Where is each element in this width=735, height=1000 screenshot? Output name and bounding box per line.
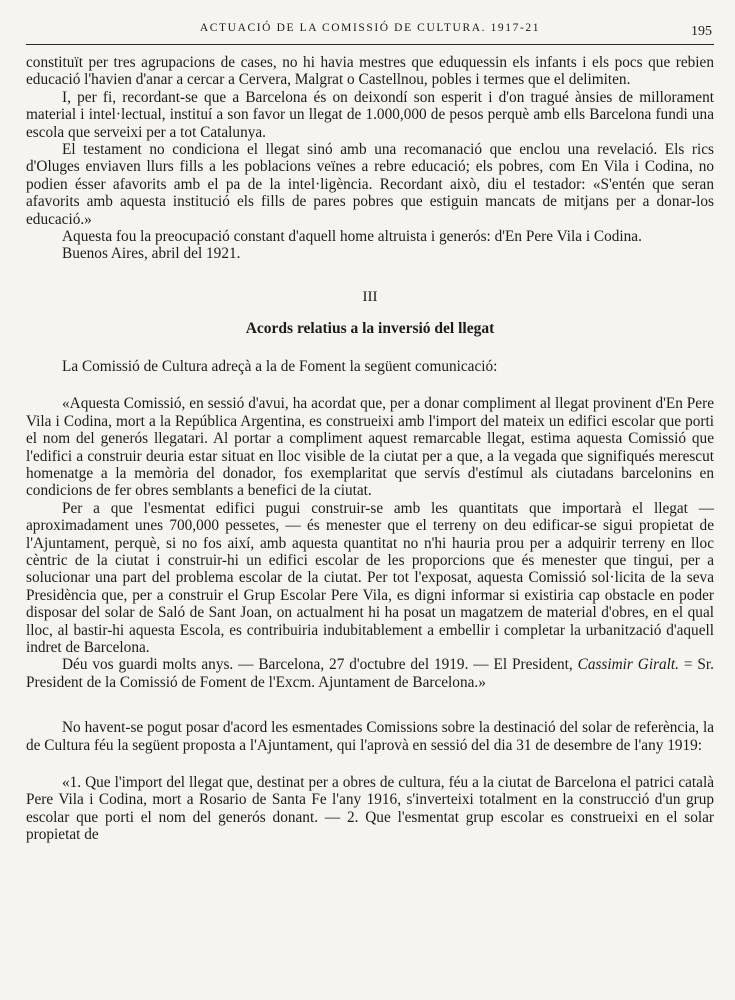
section-heading: Acords relatius a la inversió del llegat (245, 319, 495, 337)
closing-text: Déu vos guardi molts anys. — Barcelona, 27 d'octubre del 1919. — El President, (62, 656, 578, 674)
proposal-text: «1. Que l'import del llegat que, destinat per a obres de cultura, féu a la ciutat de Barcelona el patrici català Pere Vila i Codina, mort a Rosario de Santa Fe l'any 1916, s'inverteixi totalment en la construcció d'un grup escolar que porti el nom del generós donant. — 2. Que l'esmentat grup escolar es construeixi en el solar propietat de (26, 774, 714, 844)
place-date-line: Buenos Aires, abril del 1921. (62, 245, 241, 263)
running-title: ACTUACIÓ DE LA COMISSIÓ DE CULTURA. 1917-21 (199, 22, 541, 34)
section-numeral: III (362, 288, 378, 305)
document-page (26, 18, 714, 844)
paragraph-concern: Aquesta fou la preocupació constant d'aquell home altruista i generós: d'En Pere Vila i Codina. (62, 228, 642, 246)
president-signature: Cassimir Giralt. (577, 656, 679, 674)
letter-ending-section (26, 54, 714, 263)
paragraph-testament: El testament no condiciona el llegat sinó amb una recomanació que enclou una revelació. Els rics d'Oluges enviaven llurs fills a les poblacions veïnes a rebre educació; els pobres, com En Vila i Codina, no podien ésser afavorits amb el pa de la intel·ligència. Recordant això, diu el testador: «S'entén que seran afavorits amb aquesta institució els fills de pares pobres que estiguin mancats de mitjans per a donar-los educació.» (26, 141, 714, 228)
paragraph-continuation: constituït per tres agrupacions de cases, no hi havia mestres que eduquessin els infants i els pocs que rebien educació l'havien d'anar a cercar a Cervera, Malgrat o Castellnou, pobles i termes que el delimiten. (26, 54, 714, 89)
paragraph-bequest: I, per fi, recordant-se que a Barcelona és on deixondí son esperit i d'on tragué ànsies de millorament material i intel·lectual, instituí a son favor un llegat de 1.000,000 de pesos perquè amb ells Barcelona fundi una escola que serveixi per a tot Catalunya. (26, 88, 714, 141)
quote-paragraph-1: «Aquesta Comissió, en sessió d'avui, ha acordat que, per a donar compliment al llegat provinent d'En Pere Vila i Codina, mort a la República Argentina, es construeixi amb l'import del mateix un edifici escolar que porti el nom del generós llegatari. Al portar a compliment aquest remarcable llegat, estima aquesta Comissió que l'edifici a construir deuria estar situat en lloc visible de la ciutat per a que, a la vegada que signifiqués merescut homenatge a la memòria del donador, fos exemplaritat que servís d'estímul als ciutadans barcelonins en condicions de fer obres semblants a benefici de la ciutat. (26, 395, 714, 500)
running-header (26, 18, 714, 45)
quote-paragraph-2: Per a que l'esmentat edifici pugui construir-se amb les quantitats que importarà el llegat — aproximadament unes 700,000 pessetes, — és menester que el terreny on deu edificar-se sigui propietat de l'Ajuntament, perquè, si no fos així, amb aquesta quantitat no n'hi hauria prou per a adquirir terreny en lloc cèntric de la ciutat i construir-hi un edifici escolar de les proporcions que és menester que tingui, per a solucionar una part del problema escolar de la ciutat. Per tot l'exposat, aquesta Comissió sol·licita de la seva Presidència que, per a construir el Grup Escolar Pere Vila, es digni informar si existiria cap obstacle en poder disposar del solar de Saló de Sant Joan, on actualment hi ha posat un magatzem de material d'obres, en el qual lloc, al bastir-hi aquesta Escola, es contribuiria indubitablement a embellir i completar la urbanització d'aquell indret de Barcelona. (26, 499, 714, 656)
closing-addressee: = Sr. President de la Comissió de Foment de l'Excm. Ajuntament de Barcelona.» (26, 656, 714, 691)
page-number: 195 (691, 24, 712, 39)
quote-closing (26, 656, 714, 691)
paragraph-intro: La Comissió de Cultura adreçà a la de Foment la següent comunicació: (62, 357, 498, 375)
paragraph-proposal-intro: No havent-se pogut posar d'acord les esmentades Comissions sobre la destinació del solar de referència, la de Cultura féu la següent proposta a l'Ajuntament, qui l'aprovà en sessió del dia 31 de desembre de l'any 1919: (26, 719, 714, 754)
